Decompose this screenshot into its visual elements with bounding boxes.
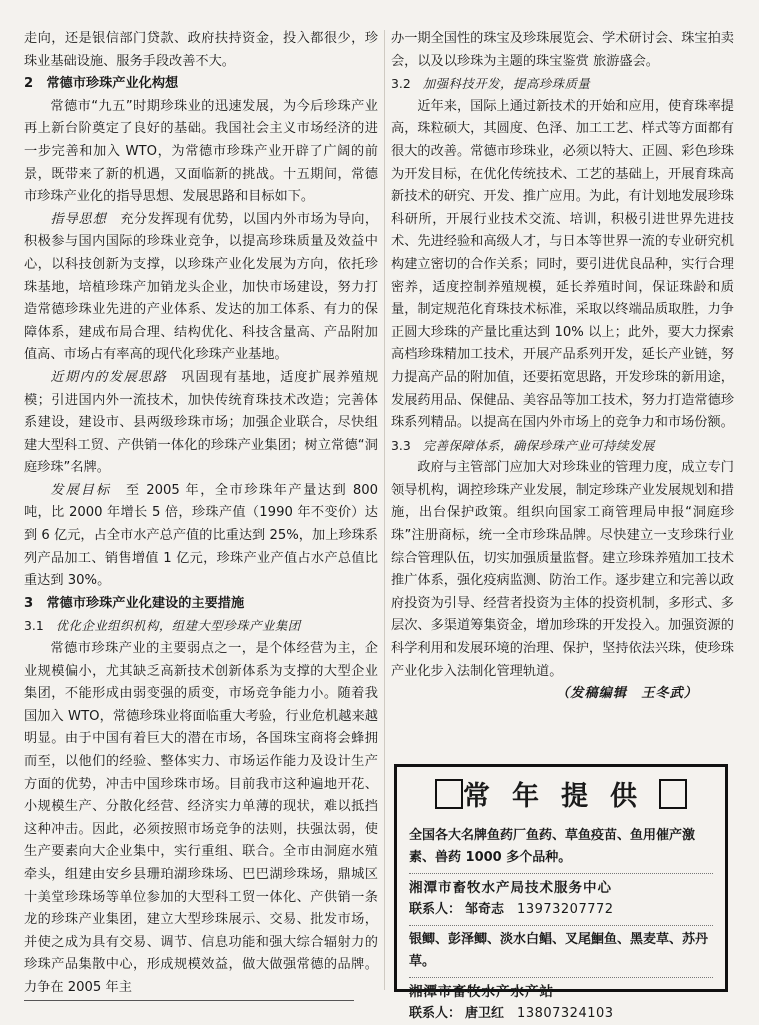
text-guiding-ideology: 充分发挥现有优势，以国内外市场为导向，积极参与国内国际的珍珠业竞争，以提高珍珠质量及效益中心，以科技创新为支撑，以珍珠产业化发展为方向，依托珍珠基地，培植珍珠产加销龙头企业，加快市场建设，努力打造常德珍珠业先进的产业体系、发达的加工体系、有力的保障体系，建成布局合理、结构优化、科技含量高、产品附加值高、市场占有率高的现代化珍珠产业基地。 <box>24 211 379 363</box>
section-3-1-number: 3.1 <box>24 618 44 634</box>
advertisement-box <box>394 764 728 1021</box>
ad-offer-2: 银鲫、彭泽鲫、淡水白鲳、叉尾鮰鱼、黑麦草、苏丹草。 <box>409 932 709 969</box>
paragraph-enterprise-groups: 常德市珍珠产业的主要弱点之一，是个体经营为主，企业规模偏小，尤其缺乏高新技术创新体系为支撑的大型企业集团，不能形成由弱变强的质变，市场竞争能力小。随着我国加入 WTO，常德珍珠业将面临重大考验，行业危机越来越明显。由于中国有着巨大的潜在市场，各国珠宝商将会蜂拥而至，以他们的经验、整体实力、市场运作能力及设计生产方面的优势，冲击中国珍珠市场。目前我市这种遍地开花、小规模生产、分散化经营、经济实力单薄的现状，难以抵挡这种冲击。因此，必须按照市场竞争的法则，扶强汰弱，使生产要素向大企业集中，实行重组、联合。全市由洞庭水殖牵头，组建由安乡县珊珀湖珍珠场、巴巴湖珍珠场，鼎城区十美堂珍珠场等单位参加的大型科工贸一体化、产供销一条龙的珍珠产业集团，建立大型珍珠展示、交易、批发市场，并使之成为具有交易、调节、信息功能和强大综合辐射力的珍珠产品集散中心，形成规模效益，做大做强常德的品牌。力争在 2005 年主 <box>24 641 378 995</box>
paragraph-tech-development: 近年来，国际上通过新技术的开始和应用，使育珠率提高，珠粒硕大，其圆度、色泽、加工工艺、样式等方面都有很大的改善。常德市珍珠业，必须以特大、正圆、彩色珍珠为开发目标，在优化传统技术、工艺的基础上，开展育珠高新技术的研究、开发、推广应用。为此，有计划地发展珍珠科研所，开展行业技术交流、培训，积极引进世界先进技术、先进经验和高级人才，与日本等世界一流的专业研究机构建立密切的合作关系；同时，要引进优良品种，实行合理密养，适度控制养殖规模，延长养殖时间，保证珠龄和质量，制定规范化育珠技术标准，采取以终端品质取胜，力争正圆大珍珠的产量比重达到 10% 以上；此外，要大力探索高档珍珠精加工技术，开展产品系列开发，延长产业链，努力提高产品的附加值，还要拓宽思路，开发珍珠的新用途，发展药用品、保健品、美容品等加工技术，努力打造常德珍珠系列精品。以提高在国内外市场上的竞争力和市场份额。 <box>391 98 734 431</box>
ad-contact-2-phone: 13807324103 <box>517 1006 614 1021</box>
ad-contact-1-label: 联系人： <box>409 902 462 917</box>
ad-contact-2-label: 联系人： <box>409 1006 462 1021</box>
right-column <box>391 28 734 706</box>
section-3-heading: 3 常德市珍珠产业化建设的主要措施 <box>24 595 245 611</box>
text-development-goal: 至 2005 年，全市珍珠年产量达到 800 吨，比 2000 年增长 5 倍，珍珠产值（1990 年不变价）达到 6 亿元，占全市水产总产值的比重达到 25%，加上珍珠系列产品加工、销售增值 1 亿元，珍珠产业产值占水产总值比重达到 30%。 <box>24 482 379 589</box>
ad-unit-2: 湘潭市畜牧水产水产站 <box>409 984 554 1000</box>
section-3-1-heading <box>24 615 378 638</box>
paragraph-overview: 常德市“九五”时期珍珠业的迅速发展，为今后珍珠产业再上新台阶奠定了良好的基础。我国社会主义市场经济的进一步完善和加入 WTO，为常德市珍珠产业开辟了广阔的前景，既带来了新的机遇，又面临新的挑战。十五期间，常德市珍珠产业化的指导思想、发展思路和目标如下。 <box>24 98 378 205</box>
ad-contact-1-name: 邹奇志 <box>465 902 505 917</box>
left-column <box>24 28 378 1000</box>
ad-title-right-box-icon <box>659 779 687 809</box>
ad-separator <box>409 925 713 926</box>
ad-unit-1: 湘潭市畜牧水产局技术服务中心 <box>409 880 612 896</box>
ad-offer-1: 全国各大名牌鱼药厂鱼药、草鱼疫苗、鱼用催产激素、兽药 1000 多个品种。 <box>409 828 696 865</box>
lead-development-approach: 近期内的发展思路 <box>50 369 168 385</box>
footnote-rule <box>24 1000 354 1001</box>
paragraph-exhibitions-continued: 办一期全国性的珠宝及珍珠展览会、学术研讨会、珠宝拍卖会，以及以珍珠为主题的珠宝鉴赏 旅游盛会。 <box>391 31 734 69</box>
paragraph-guiding-ideology <box>24 209 378 367</box>
ad-contact-2-name: 唐卫红 <box>465 1006 505 1021</box>
section-3-2-heading <box>391 73 734 96</box>
ad-contact-1 <box>409 899 713 921</box>
section-3-3-number: 3.3 <box>391 437 411 453</box>
section-3-2-title: 加强科技开发，提高珍珠质量 <box>422 76 591 92</box>
section-3-2-number: 3.2 <box>391 76 411 92</box>
lead-guiding-ideology: 指导思想 <box>50 211 107 227</box>
paragraph-support-system: 政府与主管部门应加大对珍珠业的管理力度，成立专门领导机构，调控珍珠产业发展，制定珍珠产业发展规划和措施，出台保护政策。组织向国家工商管理局申报“洞庭珍珠”注册商标，统一全市珍珠品牌。尽快建立一支珍珠行业综合管理队伍，切实加强质量监督。建立珍珠养殖加工技术推广体系，强化疫病监测、防治工作。逐步建立和完善以政府投资为引导、经营者投资为主体的投资机制，多形式、多层次、多渠道筹集资金，增加珍珠的开发投入。加强资源的科学利用和发展环境的治理、保护，坚持依法兴珠，使珍珠产业化步入法制化管理轨道。 <box>391 460 734 679</box>
section-3-3-heading <box>391 435 734 458</box>
editor-credit: （发稿编辑 王冬武） <box>556 686 698 702</box>
paragraph-intro-continued: 走向，还是银信部门贷款、政府扶持资金，投入都很少，珍珠业基础设施、服务手段改善不大。 <box>24 31 378 69</box>
paragraph-development-approach <box>24 367 378 480</box>
ad-contact-2 <box>409 1003 713 1025</box>
lead-development-goal: 发展目标 <box>50 482 112 498</box>
ad-title-text: 常年提供 <box>463 781 659 812</box>
ad-title-left-box-icon <box>435 779 463 809</box>
section-3-1-title: 优化企业组织机构，组建大型珍珠产业集团 <box>55 618 301 634</box>
ad-separator <box>409 977 713 978</box>
text-development-approach: 巩固现有基地，适度扩展养殖规模；引进国内外一流技术，加快传统育珠技术改造；完善体系建设，建设市、县两级珍珠市场；加强企业联合，尽快组建大型科工贸、产供销一体化的珍珠产业集团；树立常德“洞庭珍珠”名牌。 <box>24 369 379 476</box>
section-3-3-title: 完善保障体系，确保珍珠产业可持续发展 <box>422 437 655 453</box>
ad-separator <box>409 873 713 874</box>
paragraph-development-goal <box>24 480 378 593</box>
ad-contact-1-phone: 13973207772 <box>517 902 614 917</box>
section-2-heading: 2 常德市珍珠产业化构想 <box>24 76 179 92</box>
column-divider <box>384 30 385 990</box>
ad-title <box>409 777 713 817</box>
